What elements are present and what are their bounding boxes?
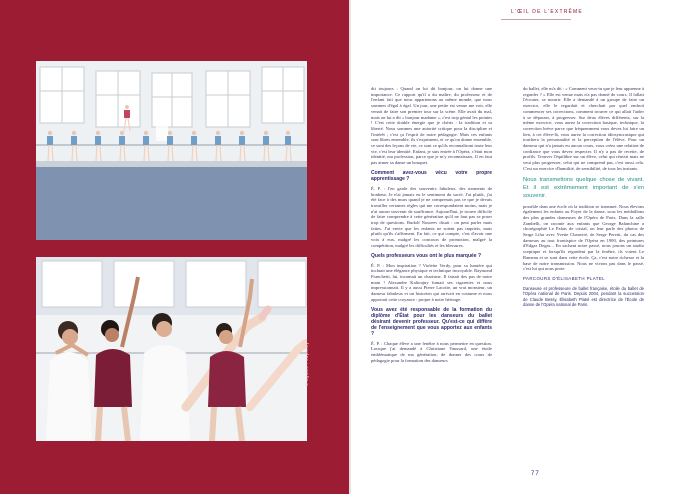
paragraph: É. P. : J'en garde des souvenirs fabuleux, des moments de bonheur. Je n'ai jamais eu le sentiment du sacré. J'ai plutôt, j'ai été face à des murs quand je ne comprenais pas ce que je devais travailler certaines règles qui me correspondaient moins, mais je n'ai aucun souvenir de souffrance. Aujourd'hui, je trouve difficile de faire comprendre à cette génération qu'il ne faut pas se poser trop de questions. Rudolf Noureev disait : on peut parler mais faites. J'ai envie que les enfants ne soient pas inquiets, mais plutôt qu'ils s'affirment. En fait, ce qui compte, c'est d'avoir une voix à eux, malgré les concours de promotion, malgré la compétition, malgré les difficultés et les blessures. <box>371 185 492 248</box>
ballet-class-photo-closeup <box>36 257 307 441</box>
bio-text: Danseuse et professeure de ballet française, étoile du ballet de l'Opéra national de Paris. Depuis 2004, pendant la succession de Claude Bessy, Élisabeth Platel est directrice de l'École de danse de l'Opéra national de Paris. <box>523 285 644 307</box>
interview-question: Comment avez-vous vécu votre propre apprentissage ? <box>371 169 492 182</box>
paragraph: possible dans une école où la tradition se transmet. Nous élevons également les enfants au Foyer de la danse, sous les médaillons des plus grandes danseuses de l'Opéra de Paris. Dans la salle Zambelli, on raconte aux enfants que George Balanchine a chorégraphié Le Palais de cristal, on leur parle des photos de Serge Lifar avec Yvette Chauviré, de Serge Peretti, du cas des danseurs au tout frontispice de l'Opéra en 1900, des peintures d'Edgar Degas... En sachant notre passé, nous jouons un studio sceptique et lorsqu'ils regardent par la fenêtre, ils voient Le Rameau et se sont dans cette école. Ça, c'est notre richesse et la base de notre transmission. Nous ne vivons pas dans le passé, c'est lui qui nous porte. <box>523 203 644 272</box>
running-header: L'ŒIL DE L'EXTRÊME <box>511 9 583 15</box>
page-number: 77 <box>531 471 540 477</box>
ballet-class-photo-barre <box>36 61 307 240</box>
photo-credit: © Agathe Poupeney <box>304 341 309 386</box>
paragraph: É. P. : Chaque élève a une fenêtre à nous permettre en question. Lorsque j'ai demandé à Christiane Vaussard, une étoile emblématique de ma génération, de donner des cours de pédagogie pour la formation des danseurs <box>371 340 492 363</box>
paragraph: du ballet, elle m'a dit : « Comment veux-tu que je leur apprenne à regarder ? » Elle est venue mais n'a pas donné de cours. Il fallait l'écouter, se nourrir. Elle a demandé à un groupe de faire un exercice, elle le regardait et cherchait par quel endroit commencer ses corrections, comment trouver ce qui allait l'aider à se dépasser, à progresser. Sur deux élèves différents, sur la même exercice, vous aurez la correction basique, technique, la correction brève parce que fréquemment vous devez lui faire un lien, à cet élève-là, vous aurez la correction idiosyncrasique qui touchera la personnalité et la perception de l'élève. Pour un danseur qui n'a jamais eu aucun cours, vous créez une relation de confiance que vous devez respecter. Il n'y a pas de recette, de profils. Trouver l'équilibre sur un élève, celui qui réussit mais ne veut plus progresser, celui qui ne comprend pas, c'est aussi cela. C'est un exercice d'humilité, de sensibilité, de tous les instants. <box>523 86 644 171</box>
paragraph: dit toujours : Quand on lui dit bonjour, on lui donne une importance. Ce rapport qu'il a du maître, du professeur et de l'enfant fait que nous appartenons au même monde, que nous sommes d'égal à égal. Un jour, une petite est venue me voir, elle venait de faire son premier tour sur la scène. Elle avait du mal, mais on lui a dit « bonjour madame », c'est trop génial les pointes ! C'est cette double énergie que je chéris : la tradition et sa liberté. Nous sommes une autorité critique pour la discipline et l'intérêt ; c'est ça l'esprit de notre pédagogie. Mais ces enfants sont libres ensemble, ils s'expriment, et ce qu'on donne ensemble, ce sont des leçons de vie, ce sont ce qu'ils reconnaîtront toute leur vie, c'est leur identité. Enfant, je suis entrée à l'Opéra, c'était mon identité, ma profession, parce que je m'y reconnaissais. Il en faut pas aimer sa danse un bouquet. <box>371 86 492 166</box>
right-page <box>351 0 700 494</box>
left-page <box>0 0 349 494</box>
paragraph: É. P. : Mon inspiration ? Violette Verdy, pour sa lumière qui incluait une élégance physique et technique incroyable. Raymond Franchetti, lui, incarnait un charisme. Il faisait des pas de notre main ! Alexandre Kalioujny fumait ses cigarettes et nous impressionnait. Il y a aussi Pierre Lacotte, un vrai monsieur, un danseur fabuleux et un historien qui arrivait en costume et nous apportait cette croyance : propre à notre héritage. <box>371 262 492 302</box>
bio-title: PARCOURS D'ÉLISABETH PLATEL <box>523 275 605 281</box>
header-rule <box>501 19 571 20</box>
interview-question: Vous avez été responsable de la formation du diplôme d'État pour les danseurs du ballet désirant devenir professeur. Qu'est-ce qui diffère de l'enseignement que vous apportez aux enfants ? <box>371 306 492 337</box>
interview-question: Quels professeurs vous ont le plus marquée ? <box>371 252 482 259</box>
text-column-1 <box>371 86 492 367</box>
text-column-2 <box>523 86 644 311</box>
pull-quote: Nous transmettons quelque chose de vivant. Et il est extrêmement important de s'en souvenir. <box>523 176 644 199</box>
